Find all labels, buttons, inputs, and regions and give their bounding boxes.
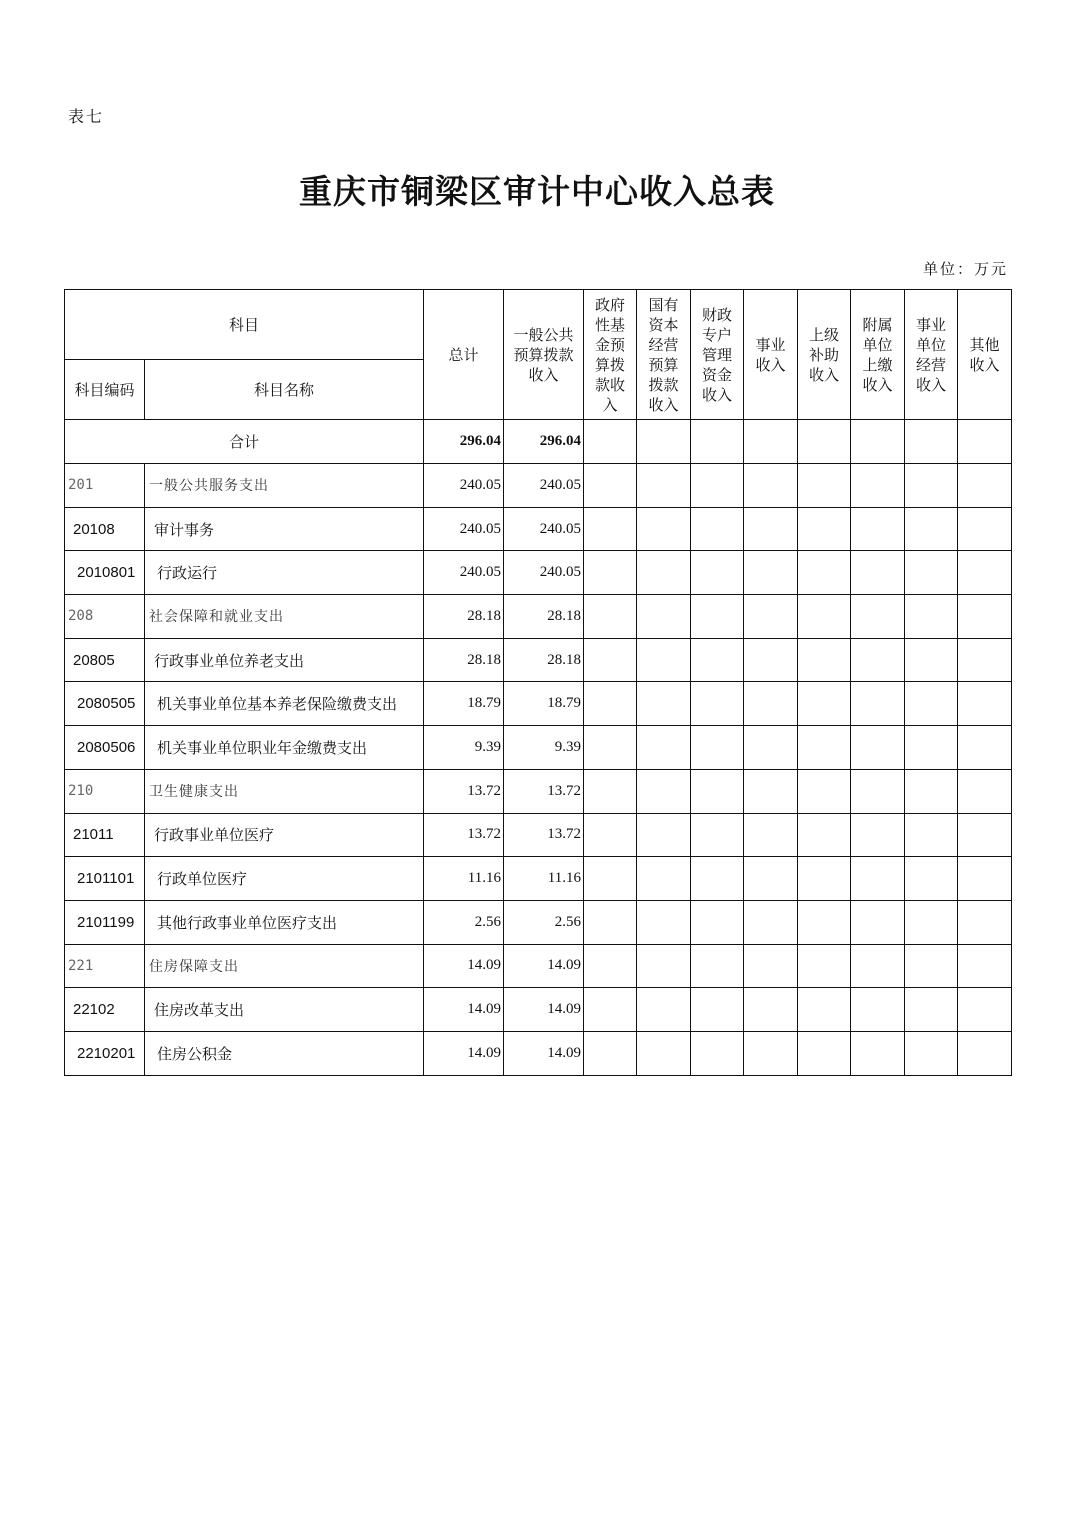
empty-cell [905, 638, 958, 682]
header-subject: 科目 [65, 290, 424, 360]
empty-cell [958, 857, 1012, 901]
subject-name: 审计事务 [145, 507, 424, 551]
empty-cell [584, 813, 637, 857]
subject-name: 行政事业单位医疗 [145, 813, 424, 857]
subject-code: 2210201 [65, 1031, 145, 1075]
empty-cell [798, 813, 851, 857]
total-amount: 13.72 [424, 769, 504, 813]
empty-cell [584, 726, 637, 770]
empty-cell [798, 682, 851, 726]
header-subject-name: 科目名称 [145, 360, 424, 420]
empty-cell [798, 507, 851, 551]
empty-cell [958, 813, 1012, 857]
empty-cell [584, 1031, 637, 1075]
empty-cell [637, 638, 691, 682]
subject-name: 社会保障和就业支出 [145, 595, 424, 639]
total-amount: 9.39 [424, 726, 504, 770]
header-superior-subsidy: 上级补助收入 [798, 290, 851, 420]
subject-code: 20805 [65, 638, 145, 682]
empty-cell [744, 1031, 798, 1075]
empty-cell [798, 638, 851, 682]
empty-cell [905, 813, 958, 857]
empty-cell [798, 857, 851, 901]
empty-cell [637, 551, 691, 595]
total-row [65, 420, 1012, 464]
empty-cell [744, 944, 798, 988]
empty-cell [851, 638, 905, 682]
subject-code: 210 [65, 769, 145, 813]
empty-cell [958, 1031, 1012, 1075]
header-general-budget: 一般公共预算拨款收入 [504, 290, 584, 420]
empty-cell [905, 944, 958, 988]
general-budget-amount: 11.16 [504, 857, 584, 901]
subject-name: 机关事业单位职业年金缴费支出 [145, 726, 424, 770]
empty-cell [584, 420, 637, 464]
table-row [65, 857, 1012, 901]
empty-cell [851, 769, 905, 813]
total-amount: 13.72 [424, 813, 504, 857]
subject-name: 一般公共服务支出 [145, 464, 424, 508]
subject-name: 行政运行 [145, 551, 424, 595]
table-row [65, 464, 1012, 508]
empty-cell [584, 682, 637, 726]
subject-name: 行政事业单位养老支出 [145, 638, 424, 682]
empty-cell [744, 464, 798, 508]
total-amount: 2.56 [424, 900, 504, 944]
table-row [65, 595, 1012, 639]
empty-cell [851, 988, 905, 1032]
empty-cell [851, 682, 905, 726]
empty-cell [798, 1031, 851, 1075]
table-row [65, 944, 1012, 988]
empty-cell [851, 507, 905, 551]
empty-cell [637, 813, 691, 857]
empty-cell [691, 551, 744, 595]
empty-cell [958, 900, 1012, 944]
empty-cell [744, 420, 798, 464]
empty-cell [691, 638, 744, 682]
empty-cell [905, 1031, 958, 1075]
empty-cell [691, 900, 744, 944]
total-amount: 28.18 [424, 638, 504, 682]
total-amount: 240.05 [424, 551, 504, 595]
header-affiliated: 附属单位上缴收入 [851, 290, 905, 420]
subject-name: 住房改革支出 [145, 988, 424, 1032]
empty-cell [851, 857, 905, 901]
empty-cell [798, 551, 851, 595]
empty-cell [958, 551, 1012, 595]
total-amount: 240.05 [424, 464, 504, 508]
subject-name: 住房保障支出 [145, 944, 424, 988]
empty-cell [584, 638, 637, 682]
general-budget-amount: 14.09 [504, 1031, 584, 1075]
header-subject-code: 科目编码 [65, 360, 145, 420]
general-budget-amount: 13.72 [504, 813, 584, 857]
empty-cell [798, 420, 851, 464]
unit-label: 单位：万元 [922, 260, 1008, 278]
table-row [65, 726, 1012, 770]
empty-cell [584, 551, 637, 595]
table-row [65, 682, 1012, 726]
empty-cell [584, 857, 637, 901]
general-budget-amount: 9.39 [504, 726, 584, 770]
subject-code: 2101101 [65, 857, 145, 901]
subject-name: 行政单位医疗 [145, 857, 424, 901]
income-summary-table [64, 289, 1012, 1076]
page-title: 重庆市铜梁区审计中心收入总表 [299, 172, 775, 211]
empty-cell [744, 857, 798, 901]
subject-code: 2080506 [65, 726, 145, 770]
empty-cell [744, 682, 798, 726]
empty-cell [584, 900, 637, 944]
empty-cell [637, 595, 691, 639]
general-budget-amount: 240.05 [504, 551, 584, 595]
total-general-budget: 296.04 [504, 420, 584, 464]
total-amount: 14.09 [424, 944, 504, 988]
empty-cell [584, 595, 637, 639]
empty-cell [905, 988, 958, 1032]
table-number-label: 表七 [68, 107, 105, 126]
empty-cell [851, 551, 905, 595]
empty-cell [691, 769, 744, 813]
empty-cell [851, 420, 905, 464]
table-row [65, 769, 1012, 813]
empty-cell [851, 900, 905, 944]
empty-cell [905, 507, 958, 551]
empty-cell [637, 1031, 691, 1075]
empty-cell [744, 551, 798, 595]
empty-cell [905, 769, 958, 813]
empty-cell [798, 726, 851, 770]
empty-cell [637, 726, 691, 770]
empty-cell [798, 769, 851, 813]
empty-cell [744, 595, 798, 639]
total-amount: 28.18 [424, 595, 504, 639]
header-gov-fund: 政府性基金预算拨款收入 [584, 290, 637, 420]
subject-code: 208 [65, 595, 145, 639]
empty-cell [744, 769, 798, 813]
empty-cell [851, 464, 905, 508]
empty-cell [851, 813, 905, 857]
empty-cell [798, 900, 851, 944]
subject-code: 22102 [65, 988, 145, 1032]
general-budget-amount: 2.56 [504, 900, 584, 944]
empty-cell [691, 857, 744, 901]
subject-code: 2010801 [65, 551, 145, 595]
empty-cell [637, 900, 691, 944]
subject-code: 21011 [65, 813, 145, 857]
total-amount: 11.16 [424, 857, 504, 901]
empty-cell [798, 988, 851, 1032]
empty-cell [691, 1031, 744, 1075]
empty-cell [851, 1031, 905, 1075]
empty-cell [958, 944, 1012, 988]
subject-code: 201 [65, 464, 145, 508]
empty-cell [905, 682, 958, 726]
empty-cell [905, 420, 958, 464]
empty-cell [584, 507, 637, 551]
empty-cell [691, 682, 744, 726]
empty-cell [691, 726, 744, 770]
empty-cell [637, 944, 691, 988]
subject-name: 其他行政事业单位医疗支出 [145, 900, 424, 944]
subject-name: 机关事业单位基本养老保险缴费支出 [145, 682, 424, 726]
general-budget-amount: 14.09 [504, 944, 584, 988]
general-budget-amount: 13.72 [504, 769, 584, 813]
empty-cell [744, 507, 798, 551]
total-label: 合计 [65, 420, 424, 464]
empty-cell [744, 988, 798, 1032]
empty-cell [584, 944, 637, 988]
empty-cell [958, 726, 1012, 770]
empty-cell [905, 900, 958, 944]
empty-cell [637, 507, 691, 551]
empty-cell [691, 595, 744, 639]
empty-cell [637, 420, 691, 464]
empty-cell [691, 988, 744, 1032]
empty-cell [958, 769, 1012, 813]
header-business: 事业收入 [744, 290, 798, 420]
empty-cell [637, 769, 691, 813]
empty-cell [905, 726, 958, 770]
empty-cell [584, 988, 637, 1032]
empty-cell [958, 988, 1012, 1032]
empty-cell [691, 944, 744, 988]
empty-cell [637, 988, 691, 1032]
table-row [65, 507, 1012, 551]
table-row [65, 900, 1012, 944]
total-amount: 18.79 [424, 682, 504, 726]
table-row [65, 813, 1012, 857]
total-amount: 240.05 [424, 507, 504, 551]
subject-name: 住房公积金 [145, 1031, 424, 1075]
empty-cell [744, 726, 798, 770]
header-fiscal-special: 财政专户管理资金收入 [691, 290, 744, 420]
empty-cell [958, 595, 1012, 639]
header-other: 其他收入 [958, 290, 1012, 420]
table-row [65, 988, 1012, 1032]
empty-cell [798, 595, 851, 639]
empty-cell [905, 551, 958, 595]
subject-code: 2080505 [65, 682, 145, 726]
empty-cell [851, 595, 905, 639]
empty-cell [691, 813, 744, 857]
table-row [65, 1031, 1012, 1075]
empty-cell [851, 944, 905, 988]
general-budget-amount: 240.05 [504, 464, 584, 508]
general-budget-amount: 240.05 [504, 507, 584, 551]
general-budget-amount: 28.18 [504, 595, 584, 639]
table-row [65, 551, 1012, 595]
empty-cell [584, 769, 637, 813]
subject-code: 221 [65, 944, 145, 988]
empty-cell [637, 464, 691, 508]
empty-cell [958, 420, 1012, 464]
table-row [65, 638, 1012, 682]
empty-cell [905, 595, 958, 639]
empty-cell [744, 900, 798, 944]
subject-code: 2101199 [65, 900, 145, 944]
header-state-capital: 国有资本经营预算拨款收入 [637, 290, 691, 420]
empty-cell [584, 464, 637, 508]
general-budget-amount: 14.09 [504, 988, 584, 1032]
empty-cell [905, 464, 958, 508]
empty-cell [958, 682, 1012, 726]
empty-cell [744, 638, 798, 682]
subject-name: 卫生健康支出 [145, 769, 424, 813]
empty-cell [691, 464, 744, 508]
total-amount: 14.09 [424, 988, 504, 1032]
empty-cell [637, 682, 691, 726]
general-budget-amount: 18.79 [504, 682, 584, 726]
empty-cell [798, 464, 851, 508]
empty-cell [905, 857, 958, 901]
general-budget-amount: 28.18 [504, 638, 584, 682]
header-total: 总计 [424, 290, 504, 420]
empty-cell [691, 420, 744, 464]
empty-cell [958, 464, 1012, 508]
empty-cell [851, 726, 905, 770]
total-amount: 14.09 [424, 1031, 504, 1075]
empty-cell [691, 507, 744, 551]
empty-cell [958, 507, 1012, 551]
empty-cell [798, 944, 851, 988]
empty-cell [637, 857, 691, 901]
header-operating: 事业单位经营收入 [905, 290, 958, 420]
total-amount: 296.04 [424, 420, 504, 464]
subject-code: 20108 [65, 507, 145, 551]
empty-cell [744, 813, 798, 857]
empty-cell [958, 638, 1012, 682]
